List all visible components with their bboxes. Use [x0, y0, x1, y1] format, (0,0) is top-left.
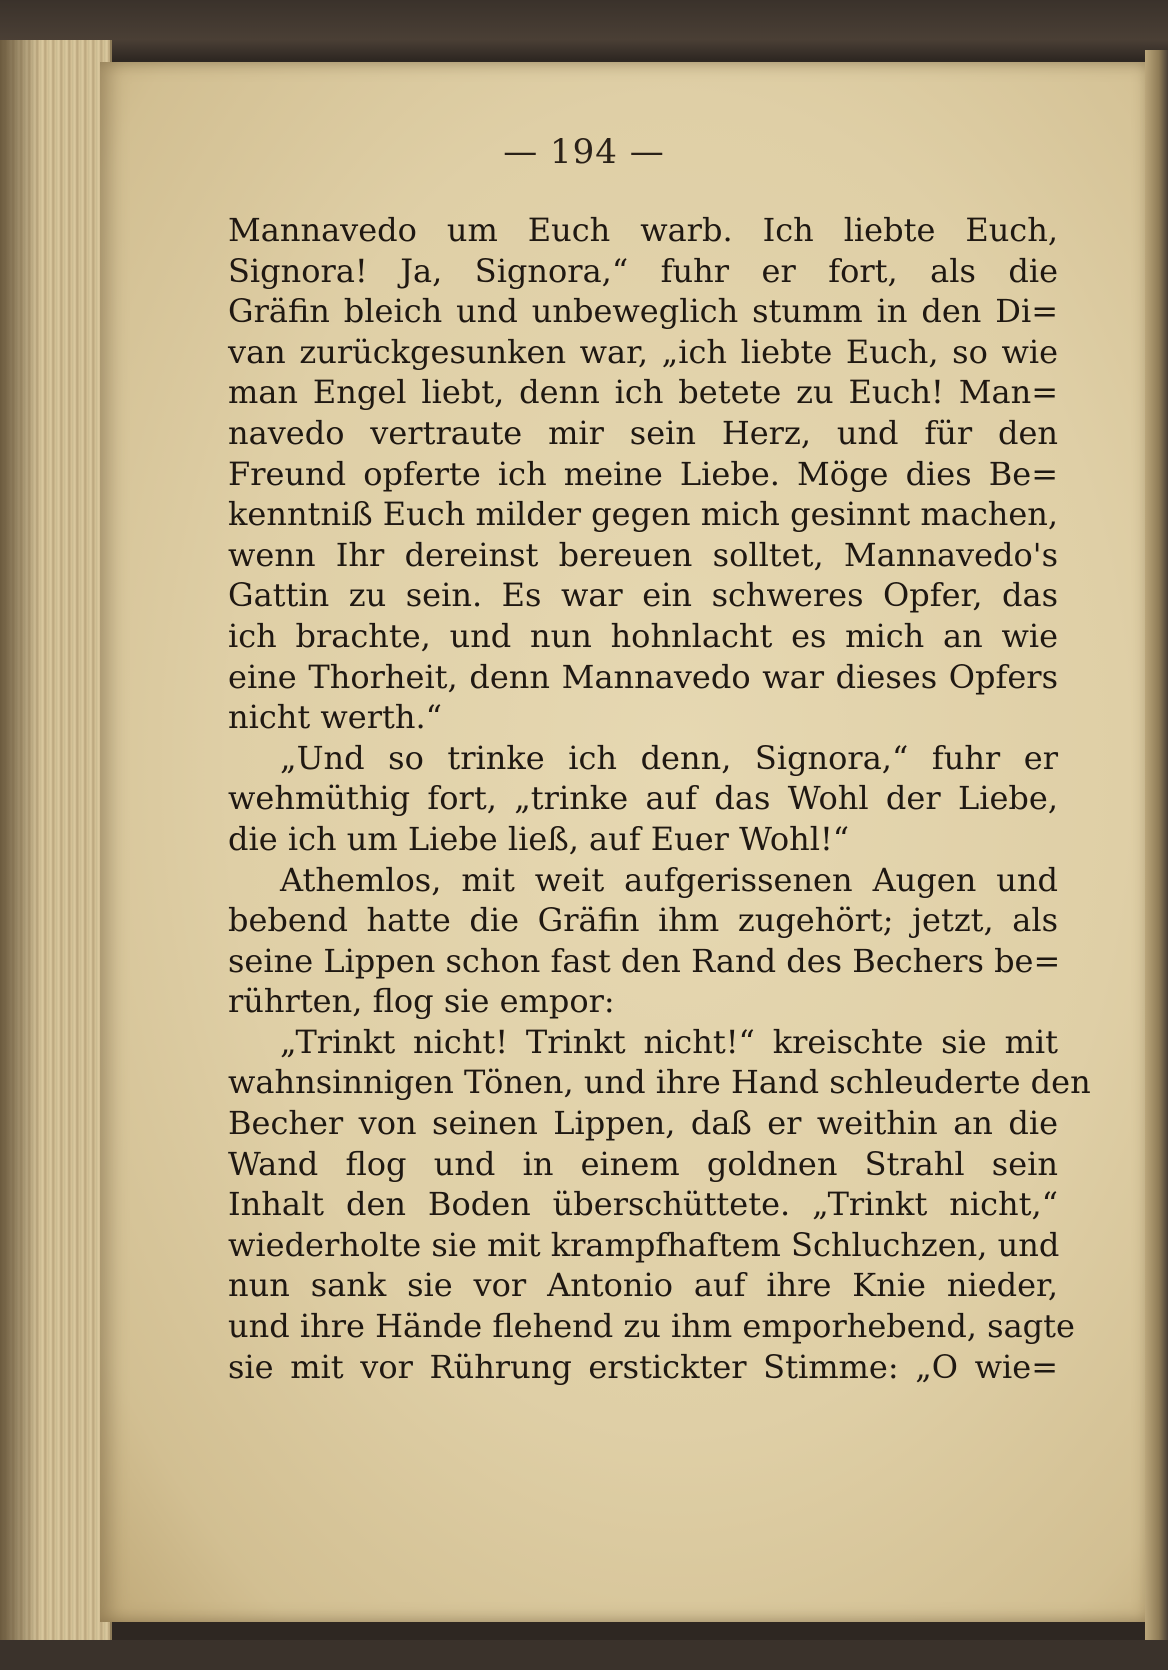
text-line: Gattin zu sein. Es war ein schweres Opfer, das	[228, 576, 1058, 615]
text-line: van zurückgesunken war, „ich liebte Euch, so wie	[228, 332, 1058, 371]
body-text	[228, 210, 1091, 1387]
text-line: Freund opferte ich meine Liebe. Möge dies Be=	[228, 454, 1058, 493]
text-line: ich brachte, und nun hohnlacht es mich an wie	[228, 616, 1058, 655]
text-line: „Und so trinke ich denn, Signora,“ fuhr er	[280, 738, 1058, 777]
text-line: rührten, flog sie empor:	[228, 982, 615, 1021]
text-line: man Engel liebt, denn ich betete zu Euch! Man=	[228, 373, 1058, 412]
text-line: Becher von seinen Lippen, daß er weithin an die	[228, 1104, 1058, 1143]
spine-shadow	[0, 40, 40, 1670]
text-line: Signora! Ja, Signora,“ fuhr er fort, als die	[228, 251, 1058, 290]
text-line: nun sank sie vor Antonio auf ihre Knie nieder,	[228, 1266, 1058, 1305]
text-line: Athemlos, mit weit aufgerissenen Augen und	[280, 860, 1058, 899]
page-number-header: — 194 —	[503, 132, 665, 172]
text-line: wenn Ihr dereinst bereuen solltet, Mannavedo's	[228, 535, 1058, 574]
text-line: wiederholte sie mit krampfhaftem Schluchzen, und	[228, 1225, 1060, 1264]
text-line: sie mit vor Rührung erstickter Stimme: „O wie=	[228, 1347, 1058, 1386]
text-line: die ich um Liebe ließ, auf Euer Wohl!“	[228, 819, 850, 858]
text-line: wahnsinnigen Tönen, und ihre Hand schleuderte den	[228, 1063, 1091, 1102]
text-line: und ihre Hände flehend zu ihm emporhebend, sagte	[228, 1307, 1075, 1346]
text-line: Mannavedo um Euch warb. Ich liebte Euch,	[228, 211, 1058, 249]
text-line: kenntniß Euch milder gegen mich gesinnt machen,	[228, 495, 1059, 534]
text-line: wehmüthig fort, „trinke auf das Wohl der Liebe,	[228, 779, 1058, 818]
text-line: Wand flog und in einem goldnen Strahl sein	[228, 1144, 1058, 1183]
right-page-edge	[1145, 50, 1168, 1650]
text-line: Inhalt den Boden überschüttete. „Trinkt nicht,“	[228, 1185, 1058, 1224]
text-line: bebend hatte die Gräfin ihm zugehört; jetzt, als	[228, 901, 1058, 940]
text-line: nicht werth.“	[228, 698, 443, 737]
text-line: seine Lippen schon fast den Rand des Bechers be=	[228, 941, 1061, 980]
text-line: navedo vertraute mir sein Herz, und für den	[228, 413, 1058, 452]
text-line: Gräfin bleich und unbeweglich stumm in den Di=	[228, 292, 1058, 331]
bottom-background	[0, 1640, 1168, 1670]
text-line: eine Thorheit, denn Mannavedo war dieses Opfers	[228, 657, 1058, 696]
text-line: „Trinkt nicht! Trinkt nicht!“ kreischte sie mit	[280, 1022, 1058, 1061]
